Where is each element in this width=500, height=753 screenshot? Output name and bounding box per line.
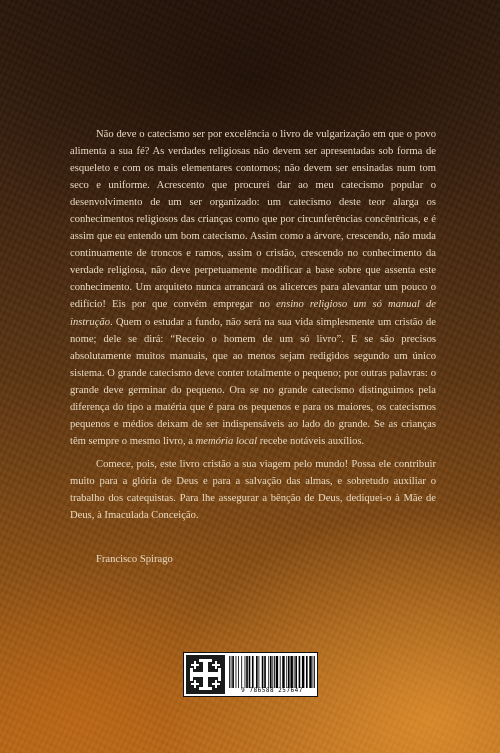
barcode-number: 9 786588 257647 [241, 687, 303, 694]
barcode-bar [236, 656, 237, 688]
barcode-bar [238, 656, 239, 688]
text-run: Não deve o catecismo ser por excelência o livro de vulgarização em que o povo alimenta a sua fé? As verdades religiosas não devem ser apresentadas sob forma de esqueleto e com os mais elementares contornos; não devem ser ensinadas num tom seco e uniforme. Acrescento que procurei dar ao meu catecismo popular o desenvolvimento de um ser organizado: um catecismo deste teor alarga os conhecimentos religiosos das crianças como que por circunferências concêntricas, e é assim que eu entendo um bom catecismo. Assim como a árvore, crescendo, não muda continuamente de troncos e ramos, assim o cristão, crescendo no conhecimento da verdade religiosa, não deve perpetuamente modificar a base sobre que assenta este conhecimento. Um arquiteto nunca arrancará os alicerces para alevantar um pouco o edifício! Eis por que convém empregar no [70, 129, 436, 311]
barcode-bar [231, 656, 232, 688]
barcode-bar [294, 656, 295, 688]
barcode-bar [256, 656, 258, 688]
barcode-bar [280, 656, 281, 688]
barcode-bar [290, 656, 292, 688]
barcode-bar [252, 656, 254, 688]
barcode-bar [270, 656, 272, 688]
barcode-bar [264, 656, 266, 688]
barcode-bar [282, 656, 284, 688]
barcode-bar [295, 656, 297, 688]
barcode-bars [229, 656, 315, 688]
barcode-bar [272, 656, 273, 688]
barcode-bar [306, 656, 308, 688]
body-text [70, 126, 436, 524]
jerusalem-cross-icon [186, 655, 225, 694]
text-run: recebe notáveis auxílios. [257, 435, 365, 447]
barcode-bar [286, 656, 287, 688]
barcode-bar [246, 656, 248, 688]
barcode-bar [299, 656, 301, 688]
barcode-bar [313, 656, 314, 688]
barcode-bar [229, 656, 230, 688]
paragraph-1 [70, 126, 436, 450]
barcode-bar [274, 656, 275, 688]
barcode-bar [314, 656, 315, 688]
barcode-label [183, 652, 318, 697]
barcode-bar [241, 656, 242, 688]
barcode-bar [232, 656, 234, 688]
barcode-bar [309, 656, 311, 688]
barcode-bar [268, 656, 269, 688]
barcode-bar [302, 656, 304, 688]
barcode-bar [245, 656, 246, 688]
barcode-bar [258, 656, 259, 688]
italic-phrase: memória local [195, 435, 258, 447]
italic-phrase: ensino religioso um só manual de instrução [70, 299, 436, 328]
barcode-bar [288, 656, 290, 688]
author-signature: Francisco Spirago [96, 554, 173, 565]
paragraph-2: Comece, pois, este livro cristão a sua viagem pelo mundo! Possa ele contribuir muito para a glória de Deus e para a salvação das almas, e sobretudo auxiliar o trabalho dos catequistas. Para lhe assegurar a bênção de Deus, dediquei-o à Mãe de Deus, à Imaculada Conceição. [70, 458, 436, 522]
text-run: . Quem o estudar a fundo, não será na sua vida simplesmente um cristão de nome; dele se dirá: “Receio o homem de um só livro”. E se são precisos absolutamente muitos manuais, que ao menos sejam redigidos segundo um único sistema. O grande catecismo deve conter totalmente o pequeno; por outras palavras: o grande deve germinar do pequeno. Ora se no grande catecismo distinguimos pela diferença do tipo a matéria que é para os pequenos e para os maiores, os catecismos pequenos e médios deixam de ser indispensáveis ao lado do grande. Se as crianças têm sempre o mesmo livro, a [70, 316, 436, 447]
barcode-bar [276, 656, 278, 688]
barcode-bar [262, 656, 264, 688]
barcode-bar [249, 656, 251, 688]
